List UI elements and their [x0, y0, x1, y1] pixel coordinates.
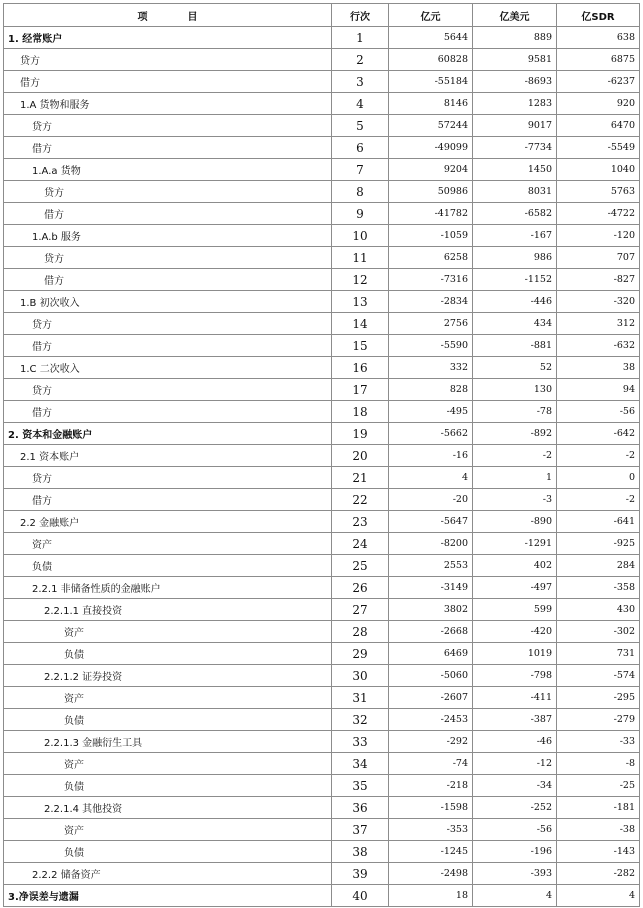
- row-value-usd: -7734: [473, 137, 557, 159]
- row-value-sdr: -632: [557, 335, 640, 357]
- row-value-cny: -8200: [389, 533, 473, 555]
- row-line-number: 7: [332, 159, 389, 181]
- row-line-number: 34: [332, 753, 389, 775]
- row-value-usd: -56: [473, 819, 557, 841]
- row-line-number: 37: [332, 819, 389, 841]
- row-label: 借方: [4, 489, 332, 511]
- table-row: [4, 291, 640, 313]
- row-value-sdr: -279: [557, 709, 640, 731]
- table-row: [4, 423, 640, 445]
- row-value-cny: -74: [389, 753, 473, 775]
- row-value-usd: -387: [473, 709, 557, 731]
- row-value-sdr: -295: [557, 687, 640, 709]
- row-value-cny: -5662: [389, 423, 473, 445]
- row-value-usd: -1152: [473, 269, 557, 291]
- row-label: 借方: [4, 335, 332, 357]
- row-value-sdr: -925: [557, 533, 640, 555]
- row-value-cny: 3802: [389, 599, 473, 621]
- row-value-sdr: -181: [557, 797, 640, 819]
- row-line-number: 13: [332, 291, 389, 313]
- row-line-number: 24: [332, 533, 389, 555]
- row-line-number: 9: [332, 203, 389, 225]
- row-label: 2.2.1.2 证券投资: [4, 665, 332, 687]
- table-header-row: [4, 4, 640, 27]
- row-value-usd: -497: [473, 577, 557, 599]
- row-line-number: 2: [332, 49, 389, 71]
- table-row: [4, 489, 640, 511]
- row-line-number: 28: [332, 621, 389, 643]
- row-line-number: 32: [332, 709, 389, 731]
- row-value-usd: -6582: [473, 203, 557, 225]
- row-value-usd: -3: [473, 489, 557, 511]
- table-row: [4, 577, 640, 599]
- row-value-cny: 2553: [389, 555, 473, 577]
- row-value-sdr: -2: [557, 445, 640, 467]
- table-row: [4, 313, 640, 335]
- row-value-cny: 5644: [389, 27, 473, 49]
- row-value-sdr: -25: [557, 775, 640, 797]
- row-value-cny: 332: [389, 357, 473, 379]
- row-line-number: 14: [332, 313, 389, 335]
- table-row: [4, 555, 640, 577]
- header-item: [4, 4, 332, 27]
- row-label: 2.2.1 非储备性质的金融账户: [4, 577, 332, 599]
- table-row: [4, 863, 640, 885]
- row-value-sdr: 5763: [557, 181, 640, 203]
- row-line-number: 38: [332, 841, 389, 863]
- row-value-cny: -2453: [389, 709, 473, 731]
- row-value-usd: 8031: [473, 181, 557, 203]
- row-value-sdr: -8: [557, 753, 640, 775]
- row-value-usd: -2: [473, 445, 557, 467]
- row-label: 2.2 金融账户: [4, 511, 332, 533]
- row-value-sdr: -574: [557, 665, 640, 687]
- row-label: 负债: [4, 643, 332, 665]
- row-label: 1.C 二次收入: [4, 357, 332, 379]
- row-value-cny: 57244: [389, 115, 473, 137]
- row-line-number: 40: [332, 885, 389, 907]
- row-line-number: 17: [332, 379, 389, 401]
- row-value-sdr: 38: [557, 357, 640, 379]
- row-value-usd: 434: [473, 313, 557, 335]
- row-value-usd: 1019: [473, 643, 557, 665]
- row-label: 贷方: [4, 467, 332, 489]
- row-label: 2.2.1.1 直接投资: [4, 599, 332, 621]
- table-row: [4, 775, 640, 797]
- row-label: 2.1 资本账户: [4, 445, 332, 467]
- row-line-number: 31: [332, 687, 389, 709]
- table-row: [4, 797, 640, 819]
- row-value-sdr: 0: [557, 467, 640, 489]
- row-value-usd: -12: [473, 753, 557, 775]
- table-row: [4, 445, 640, 467]
- table-row: [4, 665, 640, 687]
- table-row: [4, 203, 640, 225]
- table-row: [4, 511, 640, 533]
- row-value-usd: -46: [473, 731, 557, 753]
- row-value-sdr: -320: [557, 291, 640, 313]
- row-value-usd: 130: [473, 379, 557, 401]
- row-value-sdr: -143: [557, 841, 640, 863]
- row-label: 1.A 货物和服务: [4, 93, 332, 115]
- row-label: 负债: [4, 775, 332, 797]
- row-value-cny: -2607: [389, 687, 473, 709]
- row-label: 1.A.a 货物: [4, 159, 332, 181]
- row-value-sdr: -4722: [557, 203, 640, 225]
- row-label: 借方: [4, 71, 332, 93]
- header-cny: 亿元: [389, 4, 473, 27]
- row-value-usd: -8693: [473, 71, 557, 93]
- balance-of-payments-table: [3, 3, 640, 907]
- table-row: [4, 709, 640, 731]
- row-value-cny: -1598: [389, 797, 473, 819]
- row-value-cny: -1245: [389, 841, 473, 863]
- row-line-number: 12: [332, 269, 389, 291]
- table-row: [4, 379, 640, 401]
- row-value-sdr: 707: [557, 247, 640, 269]
- row-value-cny: 6469: [389, 643, 473, 665]
- row-value-usd: 1: [473, 467, 557, 489]
- table-row: [4, 467, 640, 489]
- row-value-cny: -353: [389, 819, 473, 841]
- row-line-number: 30: [332, 665, 389, 687]
- row-line-number: 23: [332, 511, 389, 533]
- table-row: [4, 115, 640, 137]
- row-value-sdr: 94: [557, 379, 640, 401]
- row-value-cny: 6258: [389, 247, 473, 269]
- row-label: 贷方: [4, 115, 332, 137]
- row-label: 2.2.1.3 金融衍生工具: [4, 731, 332, 753]
- row-value-usd: 9017: [473, 115, 557, 137]
- row-label: 负债: [4, 555, 332, 577]
- row-line-number: 19: [332, 423, 389, 445]
- row-value-cny: -20: [389, 489, 473, 511]
- table-body: [4, 27, 640, 907]
- row-label: 贷方: [4, 49, 332, 71]
- row-label: 贷方: [4, 181, 332, 203]
- row-value-cny: -16: [389, 445, 473, 467]
- table-row: [4, 753, 640, 775]
- row-line-number: 16: [332, 357, 389, 379]
- row-value-cny: -292: [389, 731, 473, 753]
- row-value-usd: -78: [473, 401, 557, 423]
- table-row: [4, 159, 640, 181]
- row-line-number: 1: [332, 27, 389, 49]
- row-value-usd: -196: [473, 841, 557, 863]
- row-label: 1.B 初次收入: [4, 291, 332, 313]
- table-row: [4, 841, 640, 863]
- row-line-number: 21: [332, 467, 389, 489]
- row-value-usd: 4: [473, 885, 557, 907]
- row-value-cny: 828: [389, 379, 473, 401]
- table-row: [4, 247, 640, 269]
- row-line-number: 20: [332, 445, 389, 467]
- row-line-number: 29: [332, 643, 389, 665]
- header-line: 行次: [332, 4, 389, 27]
- row-value-usd: -34: [473, 775, 557, 797]
- row-label: 负债: [4, 709, 332, 731]
- row-label: 资产: [4, 533, 332, 555]
- row-value-cny: 9204: [389, 159, 473, 181]
- row-value-sdr: 638: [557, 27, 640, 49]
- row-value-usd: -890: [473, 511, 557, 533]
- header-sdr: 亿SDR: [557, 4, 640, 27]
- table-row: [4, 269, 640, 291]
- row-value-sdr: -302: [557, 621, 640, 643]
- row-label: 2.2.1.4 其他投资: [4, 797, 332, 819]
- row-value-sdr: 1040: [557, 159, 640, 181]
- table-row: [4, 225, 640, 247]
- table-row: [4, 819, 640, 841]
- row-value-usd: 599: [473, 599, 557, 621]
- row-value-sdr: 4: [557, 885, 640, 907]
- row-label: 资产: [4, 687, 332, 709]
- row-value-cny: -3149: [389, 577, 473, 599]
- row-value-sdr: -642: [557, 423, 640, 445]
- row-value-sdr: -38: [557, 819, 640, 841]
- row-line-number: 15: [332, 335, 389, 357]
- row-label: 借方: [4, 401, 332, 423]
- row-value-usd: 889: [473, 27, 557, 49]
- row-value-sdr: -120: [557, 225, 640, 247]
- row-line-number: 25: [332, 555, 389, 577]
- table-row: [4, 533, 640, 555]
- row-line-number: 4: [332, 93, 389, 115]
- row-label: 3.净误差与遗漏: [4, 885, 332, 907]
- row-line-number: 5: [332, 115, 389, 137]
- row-label: 资产: [4, 753, 332, 775]
- row-value-sdr: 731: [557, 643, 640, 665]
- header-usd: 亿美元: [473, 4, 557, 27]
- row-value-sdr: 6875: [557, 49, 640, 71]
- row-value-sdr: 920: [557, 93, 640, 115]
- row-line-number: 11: [332, 247, 389, 269]
- row-value-cny: 50986: [389, 181, 473, 203]
- table-row: [4, 621, 640, 643]
- row-label: 贷方: [4, 379, 332, 401]
- row-value-usd: -252: [473, 797, 557, 819]
- row-line-number: 26: [332, 577, 389, 599]
- row-value-usd: -1291: [473, 533, 557, 555]
- row-value-cny: -5647: [389, 511, 473, 533]
- table-row: [4, 687, 640, 709]
- row-value-cny: 60828: [389, 49, 473, 71]
- table-row: [4, 643, 640, 665]
- row-label: 1. 经常账户: [4, 27, 332, 49]
- row-value-usd: 1450: [473, 159, 557, 181]
- row-value-cny: -2668: [389, 621, 473, 643]
- row-value-cny: -1059: [389, 225, 473, 247]
- row-label: 借方: [4, 203, 332, 225]
- table-row: [4, 599, 640, 621]
- row-label: 2.2.2 储备资产: [4, 863, 332, 885]
- row-value-cny: -41782: [389, 203, 473, 225]
- row-value-sdr: -827: [557, 269, 640, 291]
- row-value-sdr: -2: [557, 489, 640, 511]
- row-label: 资产: [4, 621, 332, 643]
- row-value-usd: -420: [473, 621, 557, 643]
- row-value-cny: -5590: [389, 335, 473, 357]
- row-value-usd: -881: [473, 335, 557, 357]
- row-value-usd: -167: [473, 225, 557, 247]
- row-line-number: 36: [332, 797, 389, 819]
- row-label: 资产: [4, 819, 332, 841]
- row-value-sdr: -33: [557, 731, 640, 753]
- table-row: [4, 71, 640, 93]
- row-value-sdr: 430: [557, 599, 640, 621]
- row-value-cny: 18: [389, 885, 473, 907]
- row-value-sdr: 6470: [557, 115, 640, 137]
- row-value-usd: -393: [473, 863, 557, 885]
- row-value-usd: 9581: [473, 49, 557, 71]
- row-value-sdr: -6237: [557, 71, 640, 93]
- table-row: [4, 137, 640, 159]
- row-line-number: 35: [332, 775, 389, 797]
- row-line-number: 3: [332, 71, 389, 93]
- row-value-usd: 52: [473, 357, 557, 379]
- table-row: [4, 49, 640, 71]
- header-item-left: 项: [137, 11, 148, 23]
- table-row: [4, 27, 640, 49]
- row-value-cny: -495: [389, 401, 473, 423]
- row-line-number: 8: [332, 181, 389, 203]
- table-row: [4, 181, 640, 203]
- table-row: [4, 885, 640, 907]
- row-value-cny: -49099: [389, 137, 473, 159]
- table-row: [4, 401, 640, 423]
- row-value-cny: -2498: [389, 863, 473, 885]
- row-value-sdr: -282: [557, 863, 640, 885]
- row-value-usd: -798: [473, 665, 557, 687]
- row-label: 2. 资本和金融账户: [4, 423, 332, 445]
- row-label: 负债: [4, 841, 332, 863]
- header-item-right: 目: [187, 11, 198, 23]
- row-line-number: 39: [332, 863, 389, 885]
- row-label: 借方: [4, 137, 332, 159]
- row-value-usd: 1283: [473, 93, 557, 115]
- row-label: 1.A.b 服务: [4, 225, 332, 247]
- table-row: [4, 731, 640, 753]
- row-value-cny: 8146: [389, 93, 473, 115]
- row-label: 贷方: [4, 313, 332, 335]
- row-label: 借方: [4, 269, 332, 291]
- row-value-cny: -7316: [389, 269, 473, 291]
- row-line-number: 33: [332, 731, 389, 753]
- row-line-number: 18: [332, 401, 389, 423]
- table-row: [4, 357, 640, 379]
- row-line-number: 27: [332, 599, 389, 621]
- table-row: [4, 335, 640, 357]
- row-value-usd: -411: [473, 687, 557, 709]
- row-value-sdr: -56: [557, 401, 640, 423]
- row-value-sdr: 284: [557, 555, 640, 577]
- row-value-cny: -218: [389, 775, 473, 797]
- row-value-sdr: -358: [557, 577, 640, 599]
- row-line-number: 10: [332, 225, 389, 247]
- row-value-cny: -55184: [389, 71, 473, 93]
- row-value-usd: -446: [473, 291, 557, 313]
- row-value-cny: 2756: [389, 313, 473, 335]
- row-value-sdr: -5549: [557, 137, 640, 159]
- row-value-usd: 402: [473, 555, 557, 577]
- row-value-cny: -5060: [389, 665, 473, 687]
- row-value-usd: 986: [473, 247, 557, 269]
- row-value-sdr: -641: [557, 511, 640, 533]
- row-value-cny: -2834: [389, 291, 473, 313]
- row-line-number: 22: [332, 489, 389, 511]
- row-value-cny: 4: [389, 467, 473, 489]
- table-row: [4, 93, 640, 115]
- row-line-number: 6: [332, 137, 389, 159]
- row-label: 贷方: [4, 247, 332, 269]
- row-value-usd: -892: [473, 423, 557, 445]
- row-value-sdr: 312: [557, 313, 640, 335]
